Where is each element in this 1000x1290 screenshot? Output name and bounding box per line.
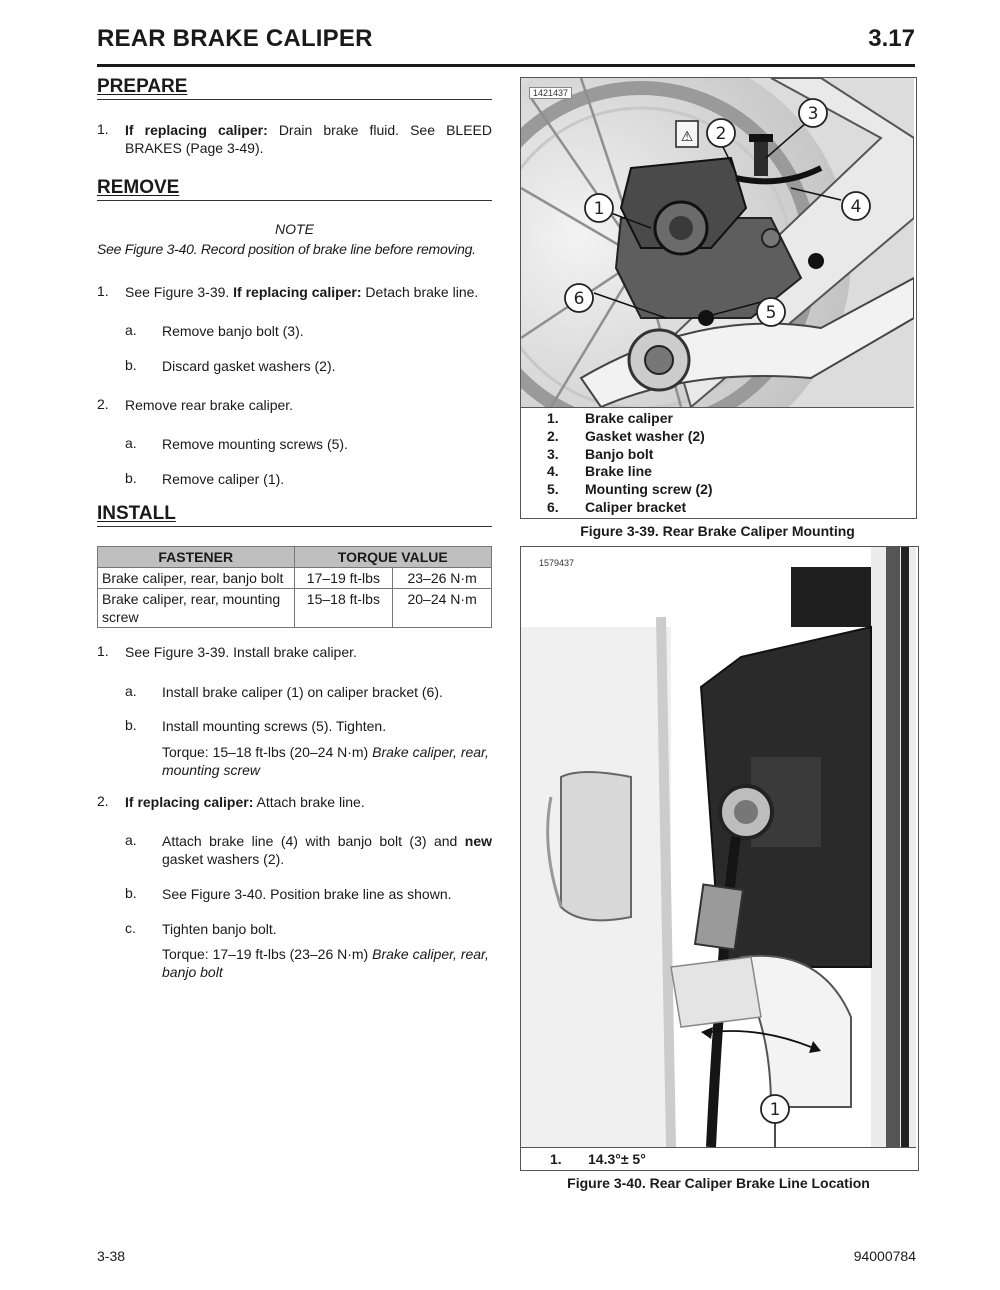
callout-2: 2 xyxy=(715,124,727,144)
remove-step1b: Discard gasket washers (2). xyxy=(162,358,336,374)
legend-angle: 14.3°± 5° xyxy=(588,1151,646,1167)
install-step1b: Install mounting screws (5). Tighten. xyxy=(162,718,387,734)
header-rule xyxy=(97,64,915,67)
remove-step2: Remove rear brake caliper. xyxy=(125,397,294,413)
list-item: 1. Brake caliper xyxy=(547,410,673,426)
install-step2a-letter: a. xyxy=(125,832,137,848)
figure-3-39-caption: Figure 3-39. Rear Brake Caliper Mounting xyxy=(580,523,855,539)
install-step2: If replacing caliper: Attach brake line. xyxy=(125,794,365,810)
list-item: 5. Mounting screw (2) xyxy=(547,481,713,498)
prepare-heading: PREPARE xyxy=(97,76,492,100)
figure-3-40-photo xyxy=(521,547,916,1147)
remove-step1b-letter: b. xyxy=(125,357,137,373)
install-step2c: Tighten banjo bolt. xyxy=(162,921,277,937)
svg-text:⚠: ⚠ xyxy=(680,129,694,145)
list-item: 3. Banjo bolt xyxy=(547,445,654,462)
page-number: 3-38 xyxy=(97,1248,126,1264)
note-label: NOTE xyxy=(275,221,314,237)
remove-step2b: Remove caliper (1). xyxy=(162,471,285,487)
document-number: 94000784 xyxy=(853,1248,916,1264)
figure-3-40-image-id: 1579437 xyxy=(539,558,575,568)
install-torque2: Torque: 17–19 ft-lbs (23–26 N·m) Brake caliper, rear, banjo bolt xyxy=(162,946,489,980)
table-header-fastener: FASTENER xyxy=(98,547,295,568)
callout-4: 4 xyxy=(850,197,862,217)
callout-1: 1 xyxy=(769,1100,781,1120)
list-item: 4. Brake line xyxy=(547,463,652,480)
callout-1: 1 xyxy=(593,199,605,219)
table-cell-ftlbs: 17–19 ft-lbs xyxy=(294,568,393,589)
remove-step2a: Remove mounting screws (5). xyxy=(162,436,348,452)
page-title: REAR BRAKE CALIPER xyxy=(97,25,373,52)
install-step2-number: 2. xyxy=(97,793,109,809)
install-step1: See Figure 3-39. Install brake caliper. xyxy=(125,644,357,660)
table-cell-fastener: Brake caliper, rear, banjo bolt xyxy=(98,568,295,589)
figure-3-40-legend xyxy=(550,1151,646,1169)
fastener-torque-table xyxy=(97,546,492,628)
callout-6: 6 xyxy=(573,289,585,309)
install-step1a: Install brake caliper (1) on caliper bracket (6). xyxy=(162,684,443,700)
figure-3-39-legend xyxy=(547,410,713,517)
table-row xyxy=(98,568,492,589)
list-item: 2. Gasket washer (2) xyxy=(547,427,705,444)
figure-3-39-image-id: 1421437 xyxy=(529,87,572,99)
table-cell-nm: 20–24 N·m xyxy=(393,589,492,628)
list-item: 6. Caliper bracket xyxy=(547,498,687,515)
table-row xyxy=(98,589,492,628)
install-step2b: See Figure 3-40. Position brake line as shown. xyxy=(162,886,452,902)
remove-step1a: Remove banjo bolt (3). xyxy=(162,323,304,339)
remove-step1a-letter: a. xyxy=(125,322,137,338)
figure-3-40-caption: Figure 3-40. Rear Caliper Brake Line Location xyxy=(567,1175,870,1191)
callout-3: 3 xyxy=(807,104,819,124)
install-step1a-letter: a. xyxy=(125,683,137,699)
table-cell-fastener: Brake caliper, rear, mounting screw xyxy=(98,589,295,628)
remove-step1-number: 1. xyxy=(97,283,109,299)
remove-step2b-letter: b. xyxy=(125,470,137,486)
table-cell-ftlbs: 15–18 ft-lbs xyxy=(294,589,393,628)
section-number: 3.17 xyxy=(868,25,915,52)
note-text: See Figure 3-40. Record position of brake line before removing. xyxy=(97,241,476,257)
legend-number: 1. xyxy=(550,1151,562,1167)
table-cell-nm: 23–26 N·m xyxy=(393,568,492,589)
install-torque1: Torque: 15–18 ft-lbs (20–24 N·m) Brake caliper, rear, mounting screw xyxy=(162,744,489,778)
install-step2c-letter: c. xyxy=(125,920,136,936)
figure-3-39-photo xyxy=(521,78,914,407)
install-step1-number: 1. xyxy=(97,643,109,659)
prepare-step1: If replacing caliper: Drain brake fluid. See BLEED BRAKES (Page 3-49). xyxy=(125,122,492,156)
install-step2b-letter: b. xyxy=(125,885,137,901)
prepare-step1-number: 1. xyxy=(97,121,109,137)
install-heading: INSTALL xyxy=(97,503,492,527)
remove-step1: See Figure 3-39. If replacing caliper: Detach brake line. xyxy=(125,284,479,300)
remove-step2-number: 2. xyxy=(97,396,109,412)
remove-heading: REMOVE xyxy=(97,177,492,201)
install-step1b-letter: b. xyxy=(125,717,137,733)
install-step2a: Attach brake line (4) with banjo bolt (3) and new gasket washers (2). xyxy=(162,833,492,867)
remove-step2a-letter: a. xyxy=(125,435,137,451)
callout-5: 5 xyxy=(765,303,777,323)
table-header-torque: TORQUE VALUE xyxy=(294,547,491,568)
